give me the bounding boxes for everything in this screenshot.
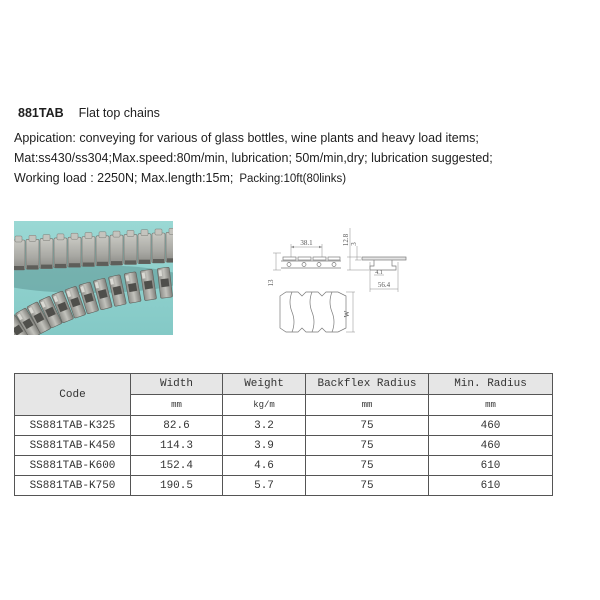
cell-weight: 3.9 [223,436,306,456]
chain-plate-tab [85,233,92,239]
cell-width: 190.5 [131,476,223,496]
pin-circle [302,263,306,267]
packing-text: Packing:10ft(80links) [239,173,347,185]
chain-plate-tab [57,234,64,240]
cell-width: 114.3 [131,436,223,456]
tab-dim-label: 4.1 [375,270,383,276]
col-header-code: Code [15,374,131,416]
chain-hinge [55,264,66,268]
cell-min-radius: 610 [429,476,553,496]
chain-pin [128,283,137,292]
pin-circle [317,263,321,267]
chain-plate [166,232,173,262]
chain-plate-tab [141,230,148,236]
width-dim-label: W [343,310,351,318]
chain-hinge [27,265,38,269]
cell-backflex-radius: 75 [306,456,429,476]
chain-plate [138,234,151,264]
cell-width: 82.6 [131,416,223,436]
chain-plate [124,234,137,264]
product-type: Flat top chains [78,106,160,120]
model-number: 881TAB [18,106,64,120]
chain-plate-tab [71,233,78,239]
cell-min-radius: 460 [429,416,553,436]
cell-code: SS881TAB-K450 [15,436,131,456]
side-plate [283,257,296,260]
side-dim-label: 13 [267,279,275,287]
chain-plate [26,239,39,269]
col-header-weight: Weight [223,374,306,395]
side-plate [313,257,326,260]
chain-plate [54,238,67,268]
cell-code: SS881TAB-K600 [15,456,131,476]
chain-plate [40,239,53,269]
chain-plate-tab [169,228,173,234]
cell-backflex-radius: 75 [306,416,429,436]
chain-plate-tab [99,232,106,238]
col-header-min-radius: Min. Radius [429,374,553,395]
end-body [370,260,396,270]
side-plate [298,257,311,260]
chain-plate [82,237,95,267]
height-dim-label: 12.8 [342,233,350,247]
chain-plate [68,237,81,267]
cell-weight: 3.2 [223,416,306,436]
pitch-label: 38.1 [300,239,313,247]
chain-plate-tab [127,230,134,236]
plan-view [280,292,346,332]
table-row [15,476,553,496]
cell-width: 152.4 [131,456,223,476]
chain-plate-tab [43,235,50,241]
hinge-curve [330,292,334,332]
chain-plate [96,236,109,266]
unit-width: mm [131,395,223,416]
table-row [15,416,553,436]
chain-hinge [97,262,108,266]
table-header-row [15,374,553,395]
cell-weight: 4.6 [223,456,306,476]
spec-table [14,373,553,496]
chain-plate [152,233,165,263]
side-view [281,257,341,268]
col-header-backflex-radius: Backflex Radius [306,374,429,395]
plan-outline [280,292,346,332]
end-top-plate [362,257,406,260]
span-dim-label: 56.4 [377,281,391,289]
chain-hinge [83,263,94,267]
chain-hinge [125,260,136,264]
cell-backflex-radius: 75 [306,436,429,456]
col-header-width: Width [131,374,223,395]
unit-min-radius: mm [429,395,553,416]
cell-backflex-radius: 75 [306,476,429,496]
application-text: Appication: conveying for various of glass bottles, wine plants and heavy load items; [14,131,479,145]
arrow-icon [319,246,322,248]
cell-code: SS881TAB-K750 [15,476,131,496]
chain-hinge [111,261,122,265]
page-title [18,105,160,121]
chain-plate [110,235,123,265]
arrow-icon [291,246,294,248]
plate-dim-label: 3 [350,242,358,246]
chain-hinge [167,258,173,262]
side-plate [328,257,340,260]
hinge-curve [310,292,314,332]
hinge-curve [290,292,294,332]
table-row [15,436,553,456]
chain-photo [14,221,173,335]
chain-hinge [139,260,150,264]
cell-weight: 5.7 [223,476,306,496]
chain-hinge [14,266,24,270]
chain-plate-tab [15,236,22,242]
material-speed-text: Mat:ss430/ss304;Max.speed:80m/min, lubrication; 50m/min,dry; lubrication suggested; [14,151,493,165]
pin-circle [332,263,336,267]
chain-hinge [69,263,80,267]
pin-circle [287,263,291,267]
unit-weight: kg/m [223,395,306,416]
table-row [15,456,553,476]
cell-code: SS881TAB-K325 [15,416,131,436]
chain-plate-tab [113,231,120,237]
chain-plate-tab [155,229,162,235]
unit-backflex-radius: mm [306,395,429,416]
working-load-text: Working load : 2250N; Max.length:15m; [14,171,234,185]
chain-plate [14,240,25,270]
cell-min-radius: 460 [429,436,553,456]
cell-min-radius: 610 [429,456,553,476]
chain-pin [144,280,153,289]
chain-plate-tab [29,235,36,241]
chain-hinge [153,259,164,263]
chain-pin [113,286,123,296]
chain-hinge [41,265,52,269]
chain-pin [160,278,169,287]
working-load-line [14,171,346,187]
dimension-drawing [260,220,420,340]
